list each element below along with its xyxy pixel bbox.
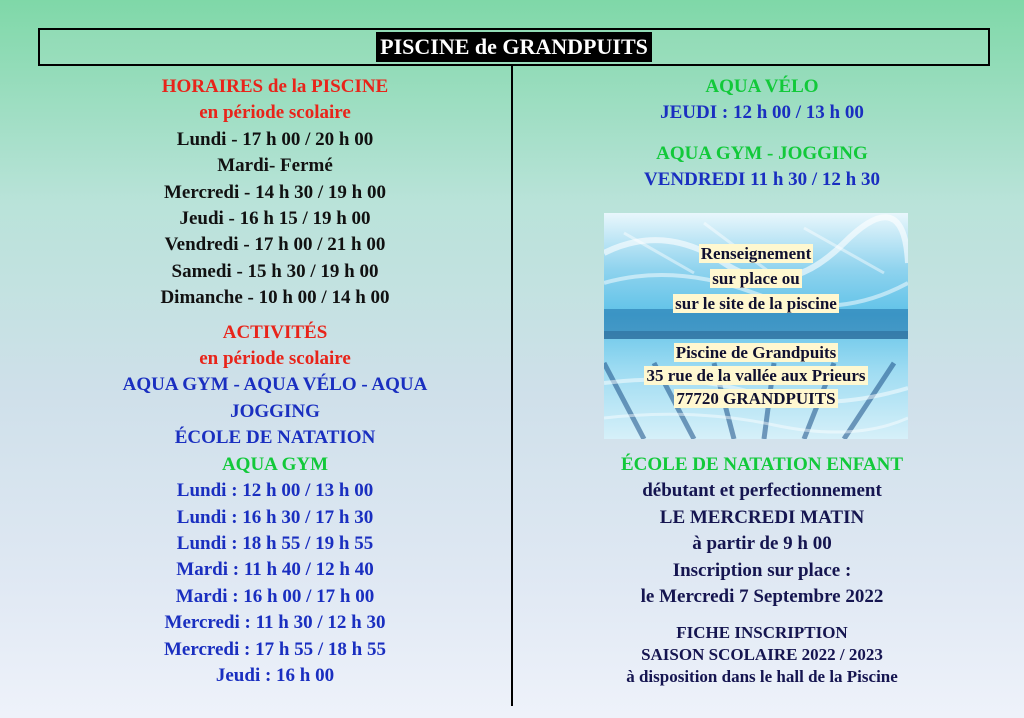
aqua-gym-line: Lundi : 16 h 30 / 17 h 30 [176,506,374,528]
aqua-gym-line: Lundi : 18 h 55 / 19 h 55 [176,532,374,554]
horaires-subtitle: en période scolaire [199,102,351,124]
column-divider [511,64,513,706]
page-title: PISCINE de GRANDPUITS [376,32,652,62]
horaire-line: Dimanche - 10 h 00 / 14 h 00 [160,287,390,309]
info-line: Piscine de Grandpuits [675,343,837,362]
aqua-velo-title: AQUA VÉLO [705,76,819,97]
fiche-line: SAISON SCOLAIRE 2022 / 2023 [641,645,883,664]
info-line: sur place ou [712,269,800,288]
info-line: sur le site de la piscine [675,294,837,313]
horaire-line: Mercredi - 14 h 30 / 19 h 00 [164,181,386,203]
aqua-gym-line: Lundi : 12 h 00 / 13 h 00 [176,480,374,502]
ecole-line: LE MERCREDI MATIN [659,506,865,528]
ecole-title: ÉCOLE DE NATATION ENFANT [620,454,904,475]
ecole-line: Inscription sur place : [672,559,852,581]
horaires-title: HORAIRES de la PISCINE [161,76,389,97]
aqua-gym-line: Jeudi : 16 h 00 [215,664,335,686]
aqua-gym-jogging-title: AQUA GYM - JOGGING [656,142,868,164]
activites-list: AQUA GYM - AQUA VÉLO - AQUA [122,374,428,396]
ecole-section [514,452,1010,610]
title-bar [38,28,990,66]
ecole-natation-label: ÉCOLE DE NATATION [174,427,376,449]
aqua-velo-time: JEUDI : 12 h 00 / 13 h 00 [660,102,864,124]
fiche-line: FICHE INSCRIPTION [676,623,848,642]
aqua-gym-line: Mercredi : 11 h 30 / 12 h 30 [164,612,386,634]
info-line: Renseignement [700,244,812,263]
pool-image [604,213,908,439]
right-column [514,74,1010,194]
ecole-line: débutant et perfectionnement [642,480,882,502]
activites-subtitle: en période scolaire [199,348,351,370]
aqua-gym-jogging-time: VENDREDI 11 h 30 / 12 h 30 [644,169,880,191]
info-line: 77720 GRANDPUITS [676,389,836,408]
fiche-section [514,622,1010,688]
activites-title: ACTIVITÉS [222,321,328,343]
horaire-line: Samedi - 15 h 30 / 19 h 00 [171,260,379,282]
aqua-gym-line: Mardi : 16 h 00 / 17 h 00 [175,585,375,607]
aqua-gym-line: Mercredi : 17 h 55 / 18 h 55 [164,638,386,660]
ecole-line: le Mercredi 7 Septembre 2022 [640,586,884,608]
aqua-gym-line: Mardi : 11 h 40 / 12 h 40 [176,559,374,581]
ecole-line: à partir de 9 h 00 [692,533,832,555]
aqua-gym-title: AQUA GYM [221,453,329,475]
info-line: 35 rue de la vallée aux Prieurs [646,366,866,385]
horaire-line: Jeudi - 16 h 15 / 19 h 00 [179,208,371,230]
horaire-line: Lundi - 17 h 00 / 20 h 00 [176,128,374,150]
horaire-line: Vendredi - 17 h 00 / 21 h 00 [164,234,386,256]
horaire-line: Mardi- Fermé [217,155,333,177]
left-column [40,74,510,689]
activites-list-cont: JOGGING [230,400,320,422]
fiche-line: à disposition dans le hall de la Piscine [626,667,898,686]
